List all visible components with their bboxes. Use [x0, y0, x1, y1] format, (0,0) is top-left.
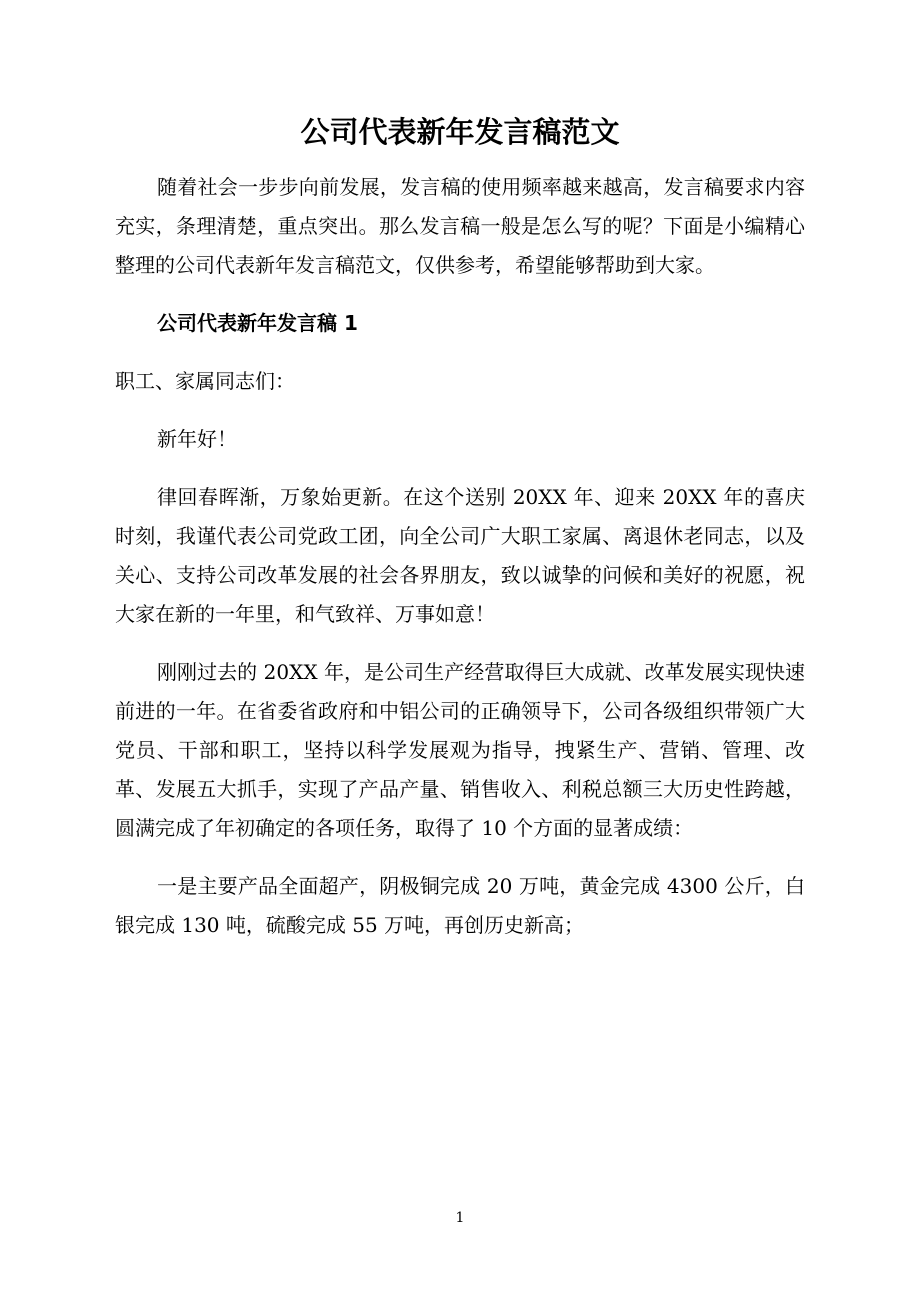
page-number: 1 [455, 1210, 465, 1226]
salutation: 职工、家属同志们： [115, 369, 295, 393]
body-paragraph: 一是主要产品全面超产，阴极铜完成 20 万吨，黄金完成 4300 公斤，白银完成 130 吨，硫酸完成 55 万吨，再创历史新高； [115, 874, 805, 937]
document-title: 公司代表新年发言稿范文 [300, 115, 620, 149]
section-heading: 公司代表新年发言稿 1 [157, 311, 358, 335]
intro-paragraph: 随着社会一步步向前发展，发言稿的使用频率越来越高，发言稿要求内容充实，条理清楚，重点突出。那么发言稿一般是怎么写的呢？下面是小编精心整理的公司代表新年发言稿范文，仅供参考，希望能够帮助到大家。 [115, 175, 805, 277]
body-paragraph: 律回春晖渐，万象始更新。在这个送别 20XX 年、迎来 20XX 年的喜庆时刻，我谨代表公司党政工团，向全公司广大职工家属、离退休老同志，以及关心、支持公司改革发展的社会各界朋友，致以诚挚的问候和美好的祝愿，祝大家在新的一年里，和气致祥、万事如意！ [115, 485, 805, 626]
document-body [115, 168, 805, 964]
greeting: 新年好！ [157, 427, 237, 451]
body-paragraph: 刚刚过去的 20XX 年，是公司生产经营取得巨大成就、改革发展实现快速前进的一年。在省委省政府和中铝公司的正确领导下，公司各级组织带领广大党员、干部和职工，坚持以科学发展观为指导，拽紧生产、营销、管理、改革、发展五大抓手，实现了产品产量、销售收入、利税总额三大历史性跨越，圆满完成了年初确定的各项任务，取得了 10 个方面的显著成绩： [115, 660, 805, 840]
